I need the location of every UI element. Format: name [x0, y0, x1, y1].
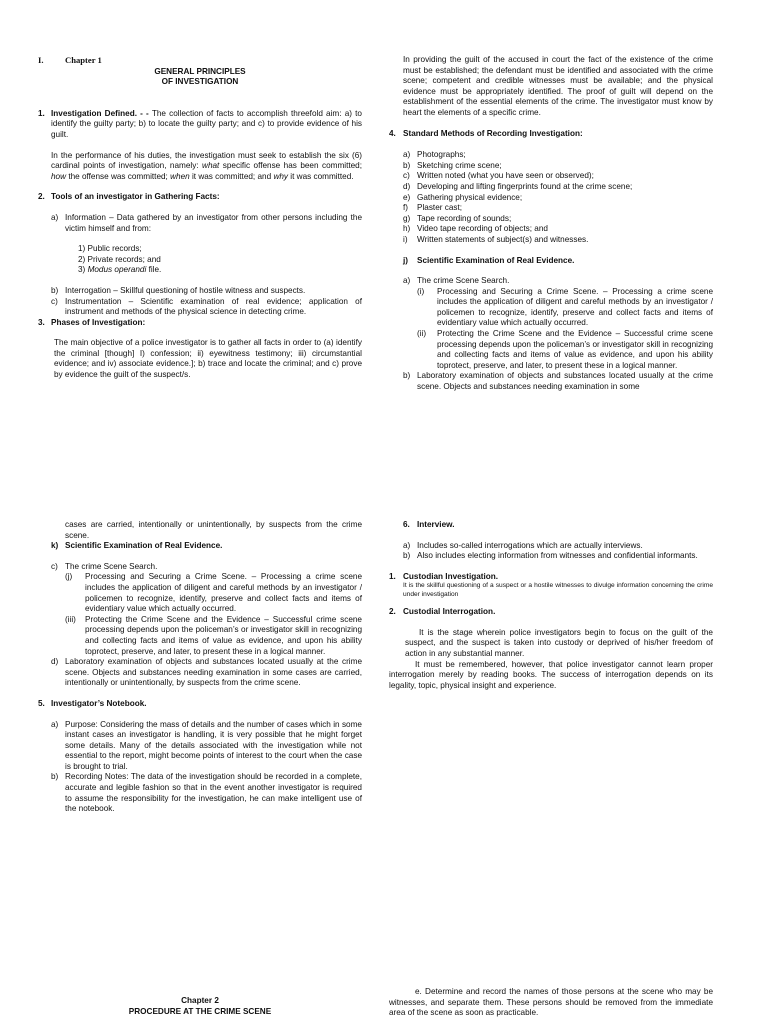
paragraph-text: it was committed; and [191, 171, 272, 181]
item-label: a) [51, 212, 59, 222]
recording-methods-list [403, 150, 713, 245]
intro-paragraph: In providing the guilt of the accused in court the fact of the existence of the crime must be established; the defendant must be identified and associated with the crime scene; competent and credible witnesses must be available; and the physical evidence must be appropriately identified. The proof of guilt will depend on the establishment of the essential elements of the crime. The investigator must know by heart the elements of a specific crime. [403, 55, 713, 117]
section-number: 1. [38, 108, 45, 118]
section-number: 2. [38, 192, 45, 202]
item-label: (ii) [417, 329, 427, 339]
item-label: b) [51, 285, 59, 295]
sub-list-item: 2) Private records; and [78, 254, 161, 264]
item-label: b) [51, 772, 59, 782]
list-item [51, 772, 362, 814]
sub-list [78, 244, 362, 276]
list-item [51, 286, 362, 297]
list-item [403, 193, 713, 204]
item-text: Interrogation – Skillful questioning of hostile witness and suspects. [65, 285, 306, 295]
section-1 [38, 109, 362, 141]
section-number: 1. [389, 571, 396, 581]
list-item [403, 203, 713, 214]
item-text: Laboratory examination of objects and substances located usually at the crime scene. Objects and substances needing examination in some cases are carried, intentionally or unintentionally, by suspects from the crime scene. [65, 657, 362, 688]
item-text: Instrumentation – Scientific examination of real evidence; application of instrument and methods of the physical science in detecting crime. [65, 296, 362, 317]
section-6-heading [403, 520, 713, 531]
middle-left-column [38, 520, 362, 815]
section-4-heading [389, 129, 713, 140]
emphasis-what: what [202, 161, 220, 171]
emphasis-when: when [170, 171, 190, 181]
chapter-title-line-2: OF INVESTIGATION [161, 77, 239, 87]
item-label: a) [403, 276, 411, 286]
item-label: i) [403, 234, 408, 244]
section-heading: Investigator’s Notebook. [51, 698, 147, 708]
item-text: Plaster cast; [417, 203, 463, 213]
section-1-paragraph-2 [51, 151, 362, 183]
subsection-j-heading [403, 256, 713, 267]
custodial-interrogation-paragraph-2: It must be remembered, however, that police investigator cannot learn proper interrogation merely by reading books. The success of interrogation depends on its legality, topic, physical insight and experience. [389, 659, 713, 690]
item-label: f) [403, 203, 409, 213]
list-item [51, 213, 362, 234]
item-label: c) [403, 171, 410, 181]
chapter-title-line-1: GENERAL PRINCIPLES [154, 66, 246, 76]
item-text: Sketching crime scene; [417, 160, 502, 170]
paragraph-text: specific offense has been committed; [222, 161, 363, 171]
item-label: (i) [417, 286, 425, 296]
item-text: Protecting the Crime Scene and the Evidence – Successful crime scene processing depends upon the policeman’s or investigator skill in recognizing and collecting facts and items of value as evidence, and upon his ability toprotect, preserve, and later, to present these in a logical manner. [437, 329, 713, 370]
list-item [51, 562, 362, 573]
chapter-heading [38, 55, 362, 66]
section-2-heading [38, 192, 362, 203]
custodian-investigation-text: It is the skillful questioning of a suspect or a hostile witnesses to divulge information concerning the crime under investigation [403, 582, 713, 598]
item-label: e) [403, 192, 411, 202]
section-heading: Tools of an investigator in Gathering Facts: [51, 192, 220, 202]
section-number: 6. [403, 520, 410, 529]
item-label: c) [51, 561, 58, 571]
chapter-label: Chapter 1 [65, 55, 102, 65]
item-label: a) [403, 540, 411, 550]
chapter-2-label: Chapter 2 [181, 996, 219, 1005]
emphasis-why: why [273, 171, 288, 181]
list-item [403, 150, 713, 161]
list-item [403, 224, 713, 235]
list-item [403, 276, 713, 287]
sub-list-item [65, 615, 362, 657]
item-text: Also includes electing information from witnesses and confidential informants. [417, 551, 698, 561]
item-label: d) [403, 181, 411, 191]
item-text: Information – Data gathered by an investigator from other persons including the victim himself and from: [65, 212, 362, 233]
section-3-heading [38, 318, 362, 329]
section-heading: Interview. [417, 520, 455, 529]
item-label: b) [403, 551, 411, 561]
middle-right-column [389, 520, 713, 691]
item-label: a) [403, 150, 411, 160]
paragraph-text: In the performance of his duties, the investigation must seek to establish the six (6) cardinal points of investigation, namely: [51, 150, 362, 171]
item-text: Developing and lifting fingerprints found at the crime scene; [417, 181, 633, 191]
item-label: 3) [78, 265, 86, 275]
section-heading: Scientific Examination of Real Evidence. [417, 255, 575, 265]
sub-list-item [65, 572, 362, 614]
custodial-interrogation-paragraph-1: It is the stage wherein police investigators begin to focus on the guilt of the suspect, and the suspect is taken into custody or deprived of his/her freedom of action in any substantial manner. [405, 627, 713, 658]
item-text: Video tape recording of objects; and [417, 224, 548, 234]
item-text: file. [148, 265, 162, 275]
item-text: Gathering physical evidence; [417, 192, 523, 202]
item-label: j) [403, 255, 409, 265]
section-heading: Investigation Defined. - - [51, 108, 149, 118]
continued-text: cases are carried, intentionally or unintentionally, by suspects from the crime scene. [65, 520, 362, 540]
list-item [51, 720, 362, 773]
item-label: b) [403, 371, 411, 381]
list-item [51, 657, 362, 689]
item-text: The crime Scene Search. [65, 561, 158, 571]
list-item [403, 182, 713, 193]
list-item [403, 171, 713, 182]
section-heading: Custodial Interrogation. [403, 607, 496, 617]
section-heading: Phases of Investigation: [51, 317, 146, 327]
item-label: h) [403, 224, 411, 234]
section-heading: Scientific Examination of Real Evidence. [65, 541, 223, 551]
list-item [403, 541, 713, 552]
item-text: Includes so-called interrogations which are actually interviews. [417, 540, 643, 550]
list-item [403, 371, 713, 392]
paragraph-text: it was committed. [290, 171, 354, 181]
bottom-right-column [389, 987, 713, 1019]
item-label: k) [51, 541, 59, 551]
item-text: Protecting the Crime Scene and the Evidence – Successful crime scene processing depends upon the policeman’s or investigator skill in recognizing and collecting facts and items of value as evidence, and upon his ability toprotect, preserve, and later, to present these in a logical manner. [85, 614, 362, 656]
item-text: The crime Scene Search. [417, 276, 510, 286]
sub-list-item [417, 287, 713, 329]
section-number: 5. [38, 698, 45, 708]
item-label: (j) [65, 572, 73, 582]
paragraph-text: the offense was committed; [68, 171, 168, 181]
item-text: Tape recording of sounds; [417, 213, 512, 223]
top-right-column [389, 55, 713, 393]
section-5-heading [38, 699, 362, 710]
sub-list-item: 1) Public records; [78, 244, 142, 254]
item-label: c) [51, 296, 58, 306]
sub-list-item [78, 265, 362, 276]
list-item [403, 551, 713, 562]
section-number: 4. [389, 128, 396, 138]
section-1-body [51, 109, 362, 141]
list-item [51, 297, 362, 318]
item-label: d) [51, 657, 59, 667]
section-text: The collection of facts to accomplish threefold aim: a) to identify the guilty party; b) to locate the guilty party; and c) to provide evidence of his guilt. [51, 108, 362, 139]
item-text: Processing and Securing a Crime Scene. – Processing a crime scene includes the application of diligent and careful methods by an investigator / policemen to recognize, identify, preserve and collect facts and items of evidentiary value which actually occurred. [437, 286, 713, 328]
section-number: 2. [389, 607, 396, 617]
item-text: Photographs; [417, 150, 466, 160]
item-e-text: e. Determine and record the names of those persons at the scene who may be witnesses, and separate them. These persons should be removed from the immediate area of the scene as soon as practicable. [389, 987, 713, 1018]
bottom-left-column [38, 996, 362, 1017]
top-left-column [38, 55, 362, 381]
subsection-k-heading [51, 541, 362, 552]
section-number: 3. [38, 317, 45, 327]
emphasis-how: how [51, 171, 67, 181]
custodian-investigation-heading [389, 572, 713, 583]
item-text: Purpose: Considering the mass of details and the number of cases which in some instant cases an investigator is handling, it is very possible that he might forget some details. Many of the details associated with the investigation while not essential to the report, might become points of interest to the court when the case is brought to trial. [65, 719, 362, 771]
section-3-text: The main objective of a police investigator is to gather all facts in order to (a) identify the criminal [though] I) confession; ii) eyewitness testimony; iii) circumstantial evidence; and iv) associate evidence.]; b) trace and locate the criminal; and c) prove by evidence the guilt of the suspect/s. [54, 338, 362, 380]
chapter-2-title: PROCEDURE AT THE CRIME SCENE [128, 1006, 272, 1016]
list-item [403, 214, 713, 225]
section-heading: Custodian Investigation. [403, 571, 499, 581]
custodial-interrogation-heading [389, 607, 713, 618]
item-label: a) [51, 719, 59, 729]
item-text: Laboratory examination of objects and substances located usually at the crime scene. Objects and substances needing examination in some [417, 371, 713, 392]
section-heading: Standard Methods of Recording Investigation: [403, 128, 583, 138]
list-item [403, 161, 713, 172]
item-text: Written noted (what you have seen or observed); [417, 171, 594, 181]
sub-list-item [417, 329, 713, 371]
roman-numeral: I. [38, 55, 44, 65]
item-text: Processing and Securing a Crime Scene. – Processing a crime scene includes the application of diligent and careful methods by an investigator / policemen to recognize, identify, preserve and collect facts and items of evidentiary value which actually occurred. [85, 572, 362, 614]
item-label: b) [403, 160, 411, 170]
emphasis-text: Modus operandi [87, 265, 147, 275]
item-text: Recording Notes: The data of the investigation should be recorded in a complete, accurate and legible fashion so that in the event another investigator is required to assume the responsibility for the investigation, he can make intelligent use of the notebook. [65, 772, 362, 814]
item-label: (iii) [65, 614, 76, 624]
list-item [403, 235, 713, 246]
item-label: g) [403, 213, 411, 223]
item-text: Written statements of subject(s) and witnesses. [417, 234, 589, 244]
